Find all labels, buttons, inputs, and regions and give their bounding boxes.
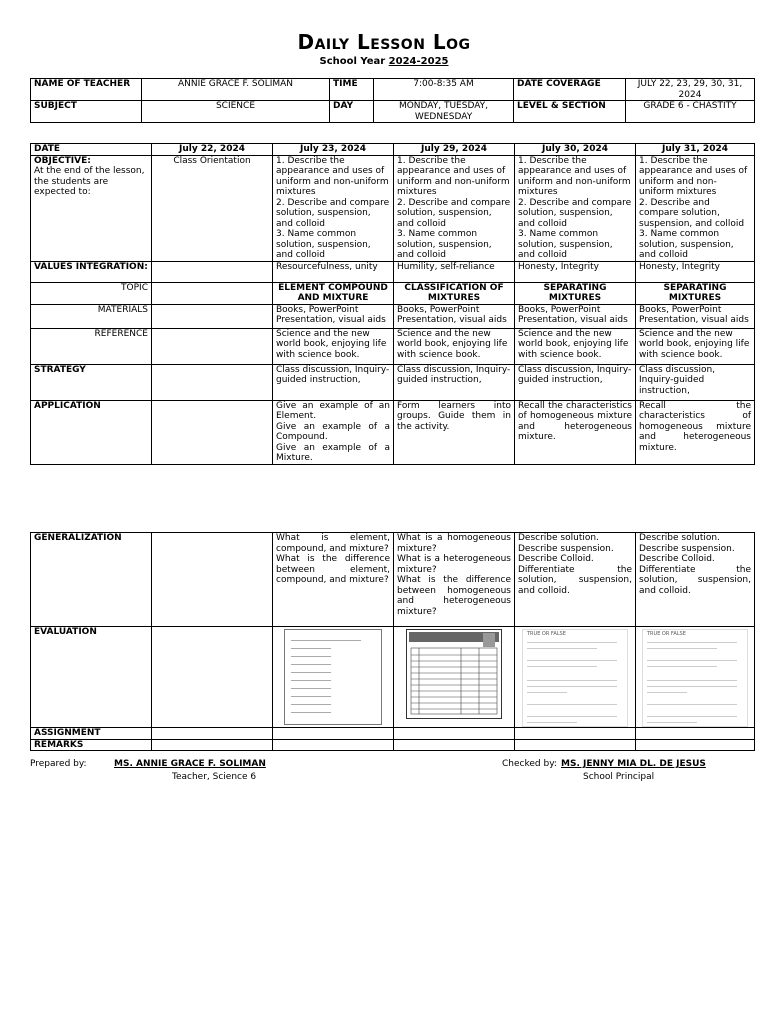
materials-label: MATERIALS — [31, 304, 152, 328]
application-cell: Recall the characteristics of homogeneous mixture and heterogeneous mixture. — [515, 400, 636, 464]
materials-cell: Books, PowerPoint Presentation, visual aids — [636, 304, 755, 328]
strategy-cell — [152, 364, 273, 400]
materials-cell — [152, 304, 273, 328]
teacher-value: ANNIE GRACE F. SOLIMAN — [142, 79, 330, 101]
checked-by-name: MS. JENNY MIA DL. DE JESUS — [561, 759, 706, 769]
remarks-label: REMARKS — [31, 739, 152, 751]
evaluation-heading: TRUE OR FALSE — [647, 631, 686, 637]
generalization-cell: What is a homogeneous mixture? What is a heterogeneous mixture? What is the difference between homogeneous and heterogeneous mixture? — [394, 533, 515, 627]
reference-cell: Science and the new world book, enjoying life with science book. — [636, 328, 755, 364]
date-cell: July 30, 2024 — [515, 144, 636, 156]
subject-label: SUBJECT — [31, 101, 142, 123]
generalization-cell: Describe solution. Describe suspension. Describe Colloid. Differentiate the solution, suspension, and colloid. — [515, 533, 636, 627]
day-value: MONDAY, TUESDAY, WEDNESDAY — [374, 101, 514, 123]
objective-cell: 1. Describe the appearance and uses of uniform and non-uniform mixtures 2. Describe and compare solution, suspension, and colloid 3. Name common solution, suspension, and colloid — [515, 155, 636, 261]
assignment-cell — [152, 728, 273, 740]
values-cell: Honesty, Integrity — [515, 261, 636, 282]
evaluation-cell — [152, 627, 273, 728]
prepared-by-label: Prepared by: — [30, 759, 87, 769]
lesson-plan-table-top — [30, 143, 755, 465]
application-label: APPLICATION — [31, 400, 152, 464]
worksheet-thumbnail-image — [284, 629, 382, 725]
materials-cell: Books, PowerPoint Presentation, visual aids — [394, 304, 515, 328]
evaluation-cell — [515, 627, 636, 728]
generalization-label: GENERALIZATION — [31, 533, 152, 627]
topic-cell: SEPARATING MIXTURES — [636, 282, 755, 304]
materials-cell: Books, PowerPoint Presentation, visual aids — [273, 304, 394, 328]
assignment-label: ASSIGNMENT — [31, 728, 152, 740]
objective-cell: Class Orientation — [152, 155, 273, 261]
teacher-label: NAME OF TEACHER — [31, 79, 142, 101]
level-label: LEVEL & SECTION — [514, 101, 626, 123]
application-cell: Recall the characteristics of homogeneous mixture and heterogeneous mixture. — [636, 400, 755, 464]
coverage-label: DATE COVERAGE — [514, 79, 626, 101]
values-cell: Resourcefulness, unity — [273, 261, 394, 282]
time-label: TIME — [330, 79, 374, 101]
strategy-cell: Class discussion, Inquiry-guided instruction, — [273, 364, 394, 400]
reference-label: REFERENCE — [31, 328, 152, 364]
assignment-cell — [636, 728, 755, 740]
generalization-cell: What is element, compound, and mixture? What is the difference between element, compound, and mixture? — [273, 533, 394, 627]
objective-cell: 1. Describe the appearance and uses of uniform and non-uniform mixtures 2. Describe and compare solution, suspension, and colloid 3. Name common solution, suspension, and colloid — [636, 155, 755, 261]
prepared-by-title: Teacher, Science 6 — [172, 772, 257, 782]
values-cell — [152, 261, 273, 282]
strategy-cell: Class discussion, Inquiry-guided instruction, — [515, 364, 636, 400]
lesson-plan-table-bottom — [30, 532, 755, 751]
checked-by-title: School Principal — [583, 772, 655, 782]
date-cell: July 23, 2024 — [273, 144, 394, 156]
assignment-cell — [394, 728, 515, 740]
remarks-cell — [273, 739, 394, 751]
date-label: DATE — [31, 144, 152, 156]
objective-label-cell — [31, 155, 152, 261]
prepared-by-name: MS. ANNIE GRACE F. SOLIMAN — [114, 759, 266, 769]
assignment-cell — [515, 728, 636, 740]
strategy-cell: Class discussion, Inquiry-guided instruction, — [636, 364, 755, 400]
topic-cell: CLASSIFICATION OF MIXTURES — [394, 282, 515, 304]
date-cell: July 31, 2024 — [636, 144, 755, 156]
reference-cell: Science and the new world book, enjoying life with science book. — [515, 328, 636, 364]
reference-cell: Science and the new world book, enjoying life with science book. — [273, 328, 394, 364]
evaluation-label: EVALUATION — [31, 627, 152, 728]
topic-cell: ELEMENT COMPOUND AND MIXTURE — [273, 282, 394, 304]
remarks-cell — [152, 739, 273, 751]
worksheet-table-graphic — [407, 630, 501, 718]
materials-cell: Books, PowerPoint Presentation, visual aids — [515, 304, 636, 328]
objective-sub: At the end of the lesson, the students are expected to: — [34, 166, 145, 197]
application-cell — [152, 400, 273, 464]
date-cell: July 22, 2024 — [152, 144, 273, 156]
values-label: VALUES INTEGRATION: — [31, 261, 152, 282]
topic-cell: SEPARATING MIXTURES — [515, 282, 636, 304]
true-false-worksheet-image — [522, 629, 628, 727]
checked-by-label: Checked by: — [502, 759, 557, 769]
level-value: GRADE 6 - CHASTITY — [626, 101, 755, 123]
objective-label: OBJECTIVE: — [34, 155, 91, 166]
subject-value: SCIENCE — [142, 101, 330, 123]
header-table — [30, 78, 755, 123]
remarks-cell — [515, 739, 636, 751]
application-cell: Form learners into groups. Guide them in the activity. — [394, 400, 515, 464]
values-cell: Humility, self-reliance — [394, 261, 515, 282]
topic-cell — [152, 282, 273, 304]
evaluation-cell — [636, 627, 755, 728]
day-label: DAY — [330, 101, 374, 123]
generalization-cell: Describe solution. Describe suspension. Describe Colloid. Differentiate the solution, suspension, and colloid. — [636, 533, 755, 627]
time-value: 7:00-8:35 AM — [374, 79, 514, 101]
evaluation-cell — [394, 627, 515, 728]
strategy-label: STRATEGY — [31, 364, 152, 400]
values-cell: Honesty, Integrity — [636, 261, 755, 282]
reference-cell: Science and the new world book, enjoying life with science book. — [394, 328, 515, 364]
remarks-cell — [636, 739, 755, 751]
worksheet-table-image — [406, 629, 502, 719]
document-title: DAILY LESSON LOG — [297, 30, 471, 54]
coverage-value: JULY 22, 23, 29, 30, 31, 2024 — [626, 79, 755, 101]
objective-cell: 1. Describe the appearance and uses of uniform and non-uniform mixtures 2. Describe and compare solution, suspension, and colloid 3. Name common solution, suspension, and colloid — [273, 155, 394, 261]
date-cell: July 29, 2024 — [394, 144, 515, 156]
strategy-cell: Class discussion, Inquiry-guided instruction, — [394, 364, 515, 400]
objective-cell: 1. Describe the appearance and uses of uniform and non-uniform mixtures 2. Describe and compare solution, suspension, and colloid 3. Name common solution, suspension, and colloid — [394, 155, 515, 261]
reference-cell — [152, 328, 273, 364]
assignment-cell — [273, 728, 394, 740]
topic-label: TOPIC — [31, 282, 152, 304]
school-year: School Year 2024-2025 — [319, 56, 449, 67]
application-cell: Give an example of an Element. Give an example of a Compound. Give an example of a Mixture. — [273, 400, 394, 464]
true-false-worksheet-image — [642, 629, 748, 727]
generalization-cell — [152, 533, 273, 627]
evaluation-cell — [273, 627, 394, 728]
evaluation-heading: TRUE OR FALSE — [527, 631, 566, 637]
remarks-cell — [394, 739, 515, 751]
